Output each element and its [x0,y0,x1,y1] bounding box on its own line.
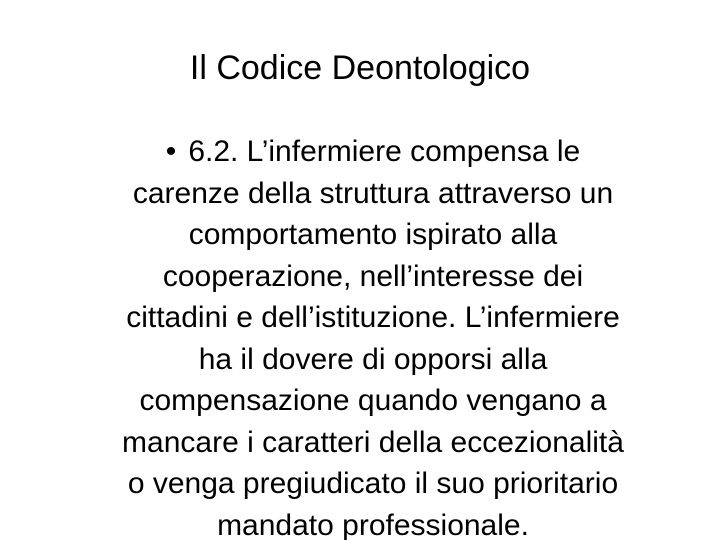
text-line: comportamento ispirato alla [188,218,558,251]
bullet-icon: • [165,135,177,168]
slide-title: Il Codice Deontologico [189,49,531,87]
text-line: mancare i caratteri della eccezionalità [122,425,624,459]
text-line: mandato professionale. [217,508,529,540]
text-line: o venga pregiudicato il suo prioritario [127,467,619,500]
text-line: carenze della struttura attraverso un [132,176,614,210]
text-line: ha il dovere di opporsi alla [198,342,548,376]
bullet-line [58,131,688,173]
text-line: cooperazione, nell’interesse dei [162,259,584,293]
bullet-text [58,131,688,540]
text-line: compensazione quando vengano a [139,384,607,417]
text-line: 6.2. L’infermiere compensa le [188,135,581,168]
text-line: cittadini e dell’istituzione. L’infermiere [126,301,620,334]
